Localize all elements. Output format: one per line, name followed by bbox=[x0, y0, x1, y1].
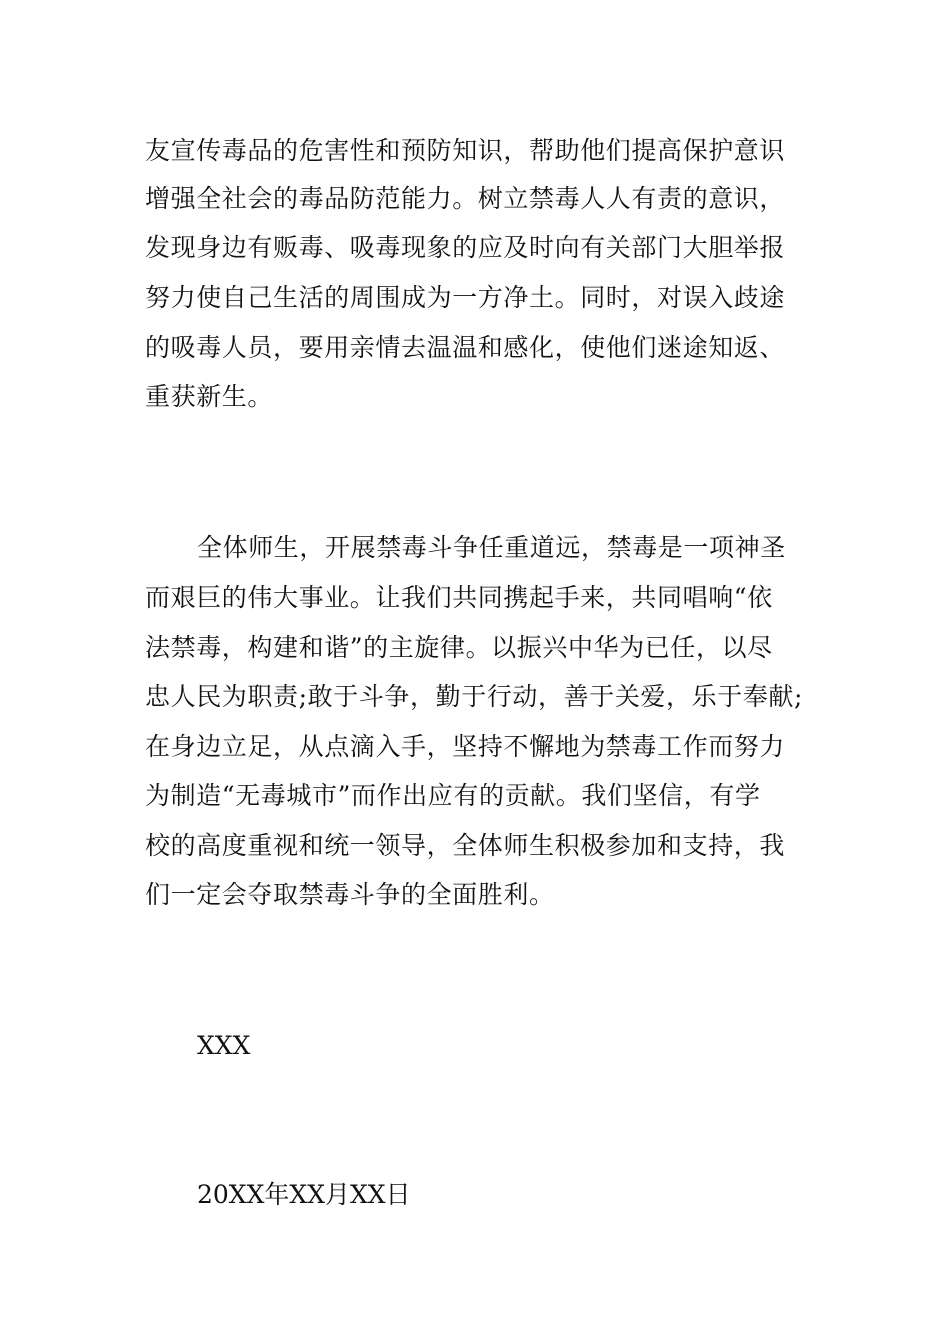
signature: XXX bbox=[197, 1031, 251, 1060]
paragraph-1-line-5: 的吸毒人员，要用亲情去温温和感化，使他们迷途知返、 bbox=[145, 333, 786, 362]
paragraph-1-line-2: 增强全社会的毒品防范能力。树立禁毒人人有责的意识， bbox=[145, 184, 786, 213]
paragraph-1-line-1: 友宣传毒品的危害性和预防知识，帮助他们提高保护意识 bbox=[145, 136, 786, 165]
date: 20XX年XX月XX日 bbox=[197, 1180, 411, 1209]
paragraph-2-line-1: 全体师生，开展禁毒斗争任重道远，禁毒是一项神圣 bbox=[197, 533, 786, 562]
paragraph-2-line-2: 而艰巨的伟大事业。让我们共同携起手来，共同唱响“依 bbox=[145, 583, 773, 612]
paragraph-1-line-4: 努力使自己生活的周围成为一方净土。同时，对误入歧途 bbox=[145, 283, 786, 312]
paragraph-1-line-3: 发现身边有贩毒、吸毒现象的应及时向有关部门大胆举报 bbox=[145, 233, 786, 262]
paragraph-2-line-4: 忠人民为职责;敢于斗争，勤于行动，善于关爱，乐于奉献; bbox=[145, 682, 804, 711]
paragraph-2-line-3: 法禁毒，构建和谐”的主旋律。以振兴中华为已任，以尽 bbox=[145, 633, 773, 662]
paragraph-2-line-5: 在身边立足，从点滴入手，坚持不懈地为禁毒工作而努力 bbox=[145, 732, 786, 761]
paragraph-1-line-6: 重获新生。 bbox=[145, 382, 274, 411]
paragraph-2-line-6: 为制造“无毒城市”而作出应有的贡献。我们坚信，有学 bbox=[145, 781, 761, 810]
paragraph-2-line-7: 校的高度重视和统一领导，全体师生积极参加和支持，我 bbox=[145, 831, 786, 860]
paragraph-2-line-8: 们一定会夺取禁毒斗争的全面胜利。 bbox=[145, 880, 555, 909]
